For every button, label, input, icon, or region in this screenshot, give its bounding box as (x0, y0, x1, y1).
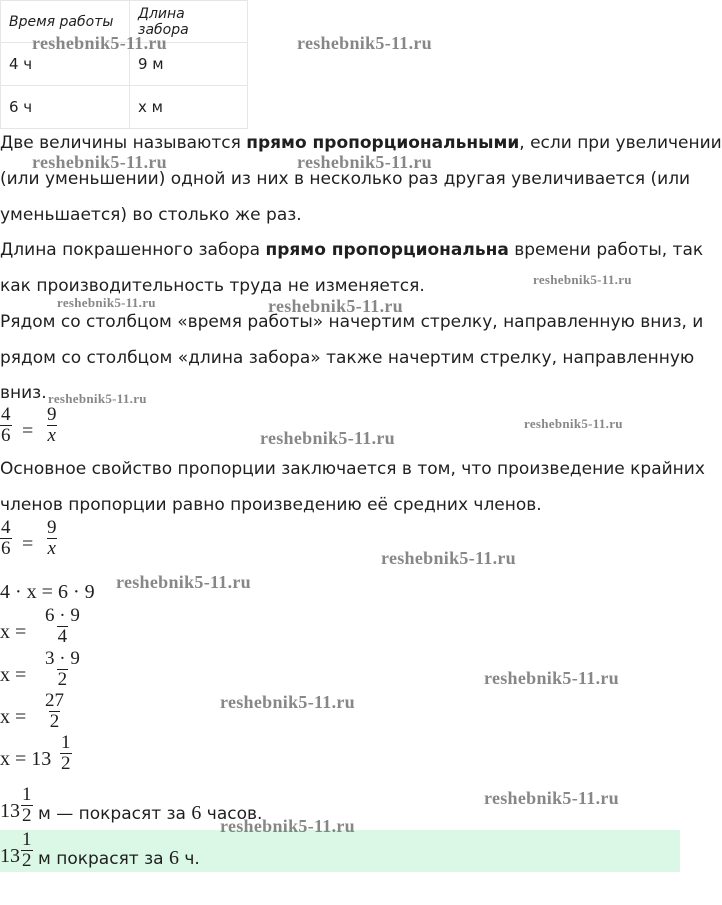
result-fraction (21, 785, 33, 826)
numerator: 6 · 9 (45, 605, 80, 626)
numerator: 27 (45, 690, 64, 711)
equation-lhs: x = 13 (0, 748, 52, 770)
equals-sign: = (22, 533, 34, 555)
table-header-cell: Длина забора (130, 1, 248, 43)
text-fragment: Длина покрашенного забора (0, 240, 266, 260)
watermark: reshebnik5-11.ru (220, 816, 355, 836)
table-cell: 4 ч (1, 43, 130, 86)
numerator: 3 · 9 (45, 648, 80, 669)
denominator: x (47, 424, 56, 446)
bold-term: прямо пропорциональна (265, 240, 509, 260)
instruction-line-1: Рядом со столбцом «время работы» начертим стрелку, направленную вниз, и (0, 312, 704, 332)
table-cell: x м (130, 86, 248, 129)
fraction-right (46, 518, 58, 559)
watermark: reshebnik5-11.ru (484, 668, 619, 688)
watermark: reshebnik5-11.ru (32, 152, 167, 172)
property-line-2: членов пропорции равно произведению её средних членов. (0, 495, 542, 515)
fraction-step-3 (44, 691, 65, 732)
numerator: 4 (1, 404, 11, 425)
denominator: 6 (1, 537, 11, 559)
fraction-left (0, 518, 12, 559)
text-fragment: м покрасят за (38, 849, 169, 869)
hours-value: 6 (191, 802, 202, 824)
equation-lhs: x = (0, 621, 27, 643)
fraction-left (0, 405, 12, 446)
denominator: x (47, 537, 56, 559)
text-fragment: Две величины называются (0, 133, 247, 153)
denominator: 2 (61, 752, 71, 774)
data-table (0, 0, 248, 129)
hours-value: 6 (168, 847, 179, 869)
watermark: reshebnik5-11.ru (297, 33, 432, 53)
watermark: reshebnik5-11.ru (484, 788, 619, 808)
statement-line-2: как производительность труда не изменяется. (0, 276, 425, 296)
equals-sign: = (22, 420, 34, 442)
statement-line-1 (0, 240, 704, 260)
numerator: 9 (47, 404, 57, 425)
table-row (1, 86, 248, 129)
answer-fraction (21, 830, 33, 871)
numerator: 1 (22, 829, 32, 850)
answer-text (38, 847, 200, 870)
watermark: reshebnik5-11.ru (220, 692, 355, 712)
watermark: reshebnik5-11.ru (268, 296, 403, 316)
result-whole: 13 (0, 800, 20, 822)
watermark: reshebnik5-11.ru (48, 391, 147, 406)
fraction-step-2 (44, 649, 81, 690)
watermark: reshebnik5-11.ru (381, 548, 516, 568)
instruction-line-2: рядом со столбцом «длина забора» также начертим стрелку, направленную (0, 348, 695, 368)
instruction-line-3: вниз. (0, 383, 47, 403)
watermark: reshebnik5-11.ru (524, 416, 623, 431)
equation-lhs: x = (0, 706, 27, 728)
answer-whole: 13 (0, 845, 20, 867)
denominator: 4 (57, 625, 68, 647)
watermark: reshebnik5-11.ru (533, 272, 632, 287)
definition-line-1 (0, 133, 722, 153)
table-cell: 9 м (130, 43, 248, 86)
text-fragment: м — покрасят за (38, 804, 192, 824)
numerator: 4 (1, 517, 11, 538)
fraction-step-1 (44, 606, 81, 647)
property-line-1: Основное свойство пропорции заключается в том, что произведение крайних (0, 459, 705, 479)
equation-lhs: x = (0, 664, 27, 686)
numerator: 1 (22, 784, 32, 805)
fraction-step-4 (60, 733, 72, 774)
text-fragment: часов. (201, 804, 263, 824)
watermark: reshebnik5-11.ru (260, 428, 395, 448)
table-header-cell: Время работы (1, 1, 130, 43)
definition-line-2: (или уменьшении) одной из них в несколько раз другая увеличивается (или (0, 169, 691, 189)
watermark: reshebnik5-11.ru (57, 295, 156, 310)
denominator: 2 (57, 668, 68, 690)
watermark: reshebnik5-11.ru (32, 33, 167, 53)
numerator: 1 (61, 732, 71, 753)
text-fragment: времени работы, так (508, 240, 704, 260)
denominator: 2 (49, 710, 60, 732)
watermark: reshebnik5-11.ru (297, 152, 432, 172)
numerator: 9 (47, 517, 57, 538)
bold-term: прямо пропорциональными (246, 133, 520, 153)
watermark: reshebnik5-11.ru (116, 572, 251, 592)
denominator: 6 (1, 424, 11, 446)
fraction-right (46, 405, 58, 446)
text-fragment: , если при увеличении (519, 133, 722, 153)
text-fragment: ч. (178, 849, 200, 869)
table-cell: 6 ч (1, 86, 130, 129)
denominator: 2 (22, 849, 32, 871)
definition-line-3: уменьшается) во столько же раз. (0, 205, 302, 225)
equation-product: 4 · x = 6 · 9 (0, 581, 95, 603)
denominator: 2 (22, 804, 32, 826)
